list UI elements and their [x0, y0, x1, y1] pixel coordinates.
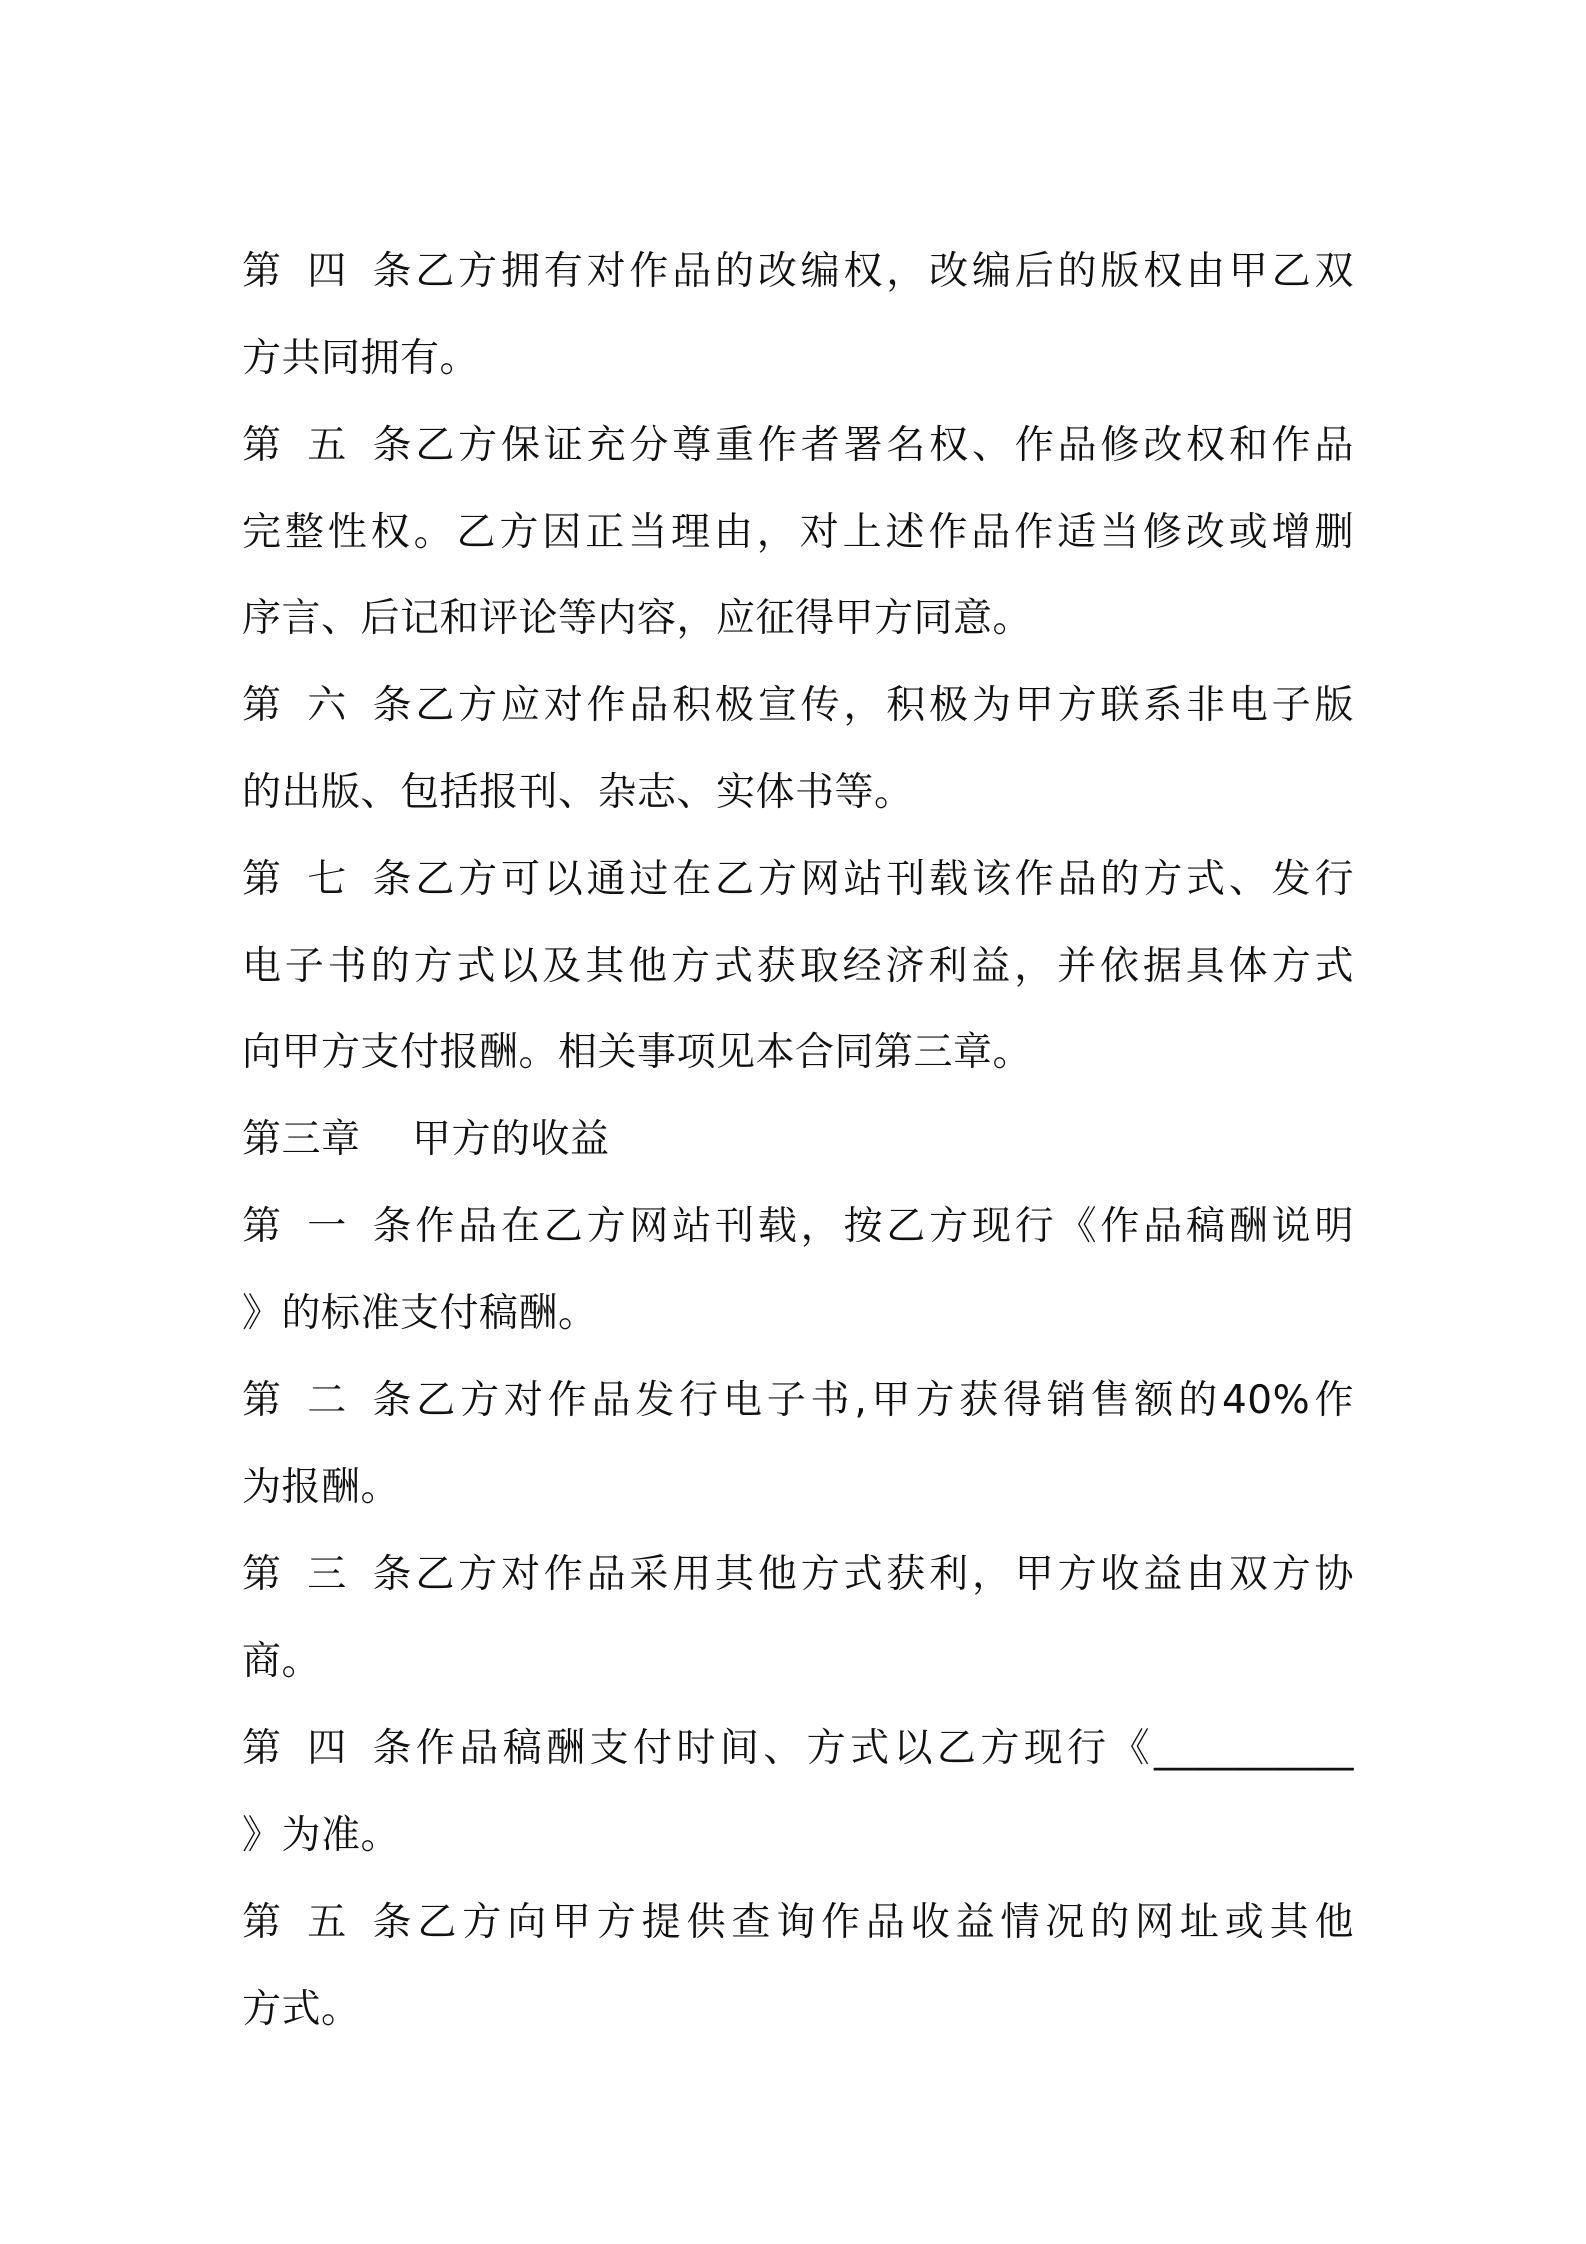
- contract-line: [242, 589, 1354, 649]
- contract-line: [242, 763, 1354, 823]
- article-number: 第三条: [242, 1552, 412, 1597]
- contract-line: [242, 1197, 1354, 1257]
- line-text: 为报酬。: [242, 1465, 401, 1510]
- line-text: 作品在乙方网站刊载，按乙方现行《作品稿酬说明: [412, 1204, 1354, 1249]
- contract-line: [242, 937, 1354, 997]
- line-text: 完整性权。乙方因正当理由，对上述作品作适当修改或增删: [242, 510, 1354, 555]
- contract-line: [242, 329, 1354, 389]
- line-text: 乙方可以通过在乙方网站刊载该作品的方式、发行: [412, 857, 1354, 902]
- contract-page: [242, 249, 1354, 2032]
- line-text: 乙方向甲方提供查询作品收益情况的网址或其他: [412, 1900, 1354, 1945]
- line-text: 向甲方支付报酬。相关事项见本合同第三章。: [242, 1030, 1033, 1075]
- contract-line: [242, 416, 1354, 476]
- article-number: 第六条: [242, 683, 412, 728]
- contract-line: [242, 1980, 1354, 2040]
- line-text: 作品稿酬支付时间、方式以乙方现行《__________: [412, 1726, 1354, 1771]
- contract-line: [242, 1458, 1354, 1518]
- line-text: 的出版、包括报刊、杂志、实体书等。: [242, 770, 914, 815]
- line-text: 乙方保证充分尊重作者署名权、作品修改权和作品: [412, 423, 1354, 468]
- contract-line: [242, 503, 1354, 563]
- line-text: 方共同拥有。: [242, 336, 480, 381]
- article-number: 第四条: [242, 1726, 412, 1771]
- line-text: 》为准。: [242, 1813, 401, 1858]
- line-text: 》的标准支付稿酬。: [242, 1291, 598, 1336]
- line-text: 乙方拥有对作品的改编权，改编后的版权由甲乙双: [412, 249, 1354, 294]
- contract-line: [242, 1545, 1354, 1605]
- article-number: 第四条: [242, 249, 412, 294]
- contract-line: [242, 850, 1354, 910]
- line-text: 方式。: [242, 1987, 361, 2032]
- line-text: 甲方的收益: [412, 1117, 610, 1162]
- article-number: 第五条: [242, 423, 412, 468]
- contract-line: [242, 1371, 1354, 1431]
- article-number: 第七条: [242, 857, 412, 902]
- line-text: 乙方对作品采用其他方式获利，甲方收益由双方协: [412, 1552, 1354, 1597]
- article-number: 第五条: [242, 1900, 412, 1945]
- contract-line: [242, 1023, 1354, 1083]
- article-number: 第二条: [242, 1378, 412, 1423]
- line-text: 乙方对作品发行电子书,甲方获得销售额的40%作: [412, 1378, 1354, 1423]
- line-text: 序言、后记和评论等内容，应征得甲方同意。: [242, 596, 1033, 641]
- line-text: 乙方应对作品积极宣传，积极为甲方联系非电子版: [412, 683, 1354, 728]
- article-number: 第三章: [242, 1117, 361, 1162]
- line-text: 电子书的方式以及其他方式获取经济利益，并依据具体方式: [242, 944, 1354, 989]
- contract-line: [242, 676, 1354, 736]
- contract-line: [242, 1893, 1354, 1953]
- contract-line: [242, 1719, 1354, 1779]
- contract-line: [242, 1806, 1354, 1866]
- contract-line: [242, 1632, 1354, 1692]
- line-text: 商。: [242, 1639, 322, 1684]
- contract-line: [242, 242, 1354, 302]
- contract-line: [242, 1284, 1354, 1344]
- contract-line: [242, 1110, 1354, 1170]
- article-number: 第一条: [242, 1204, 412, 1249]
